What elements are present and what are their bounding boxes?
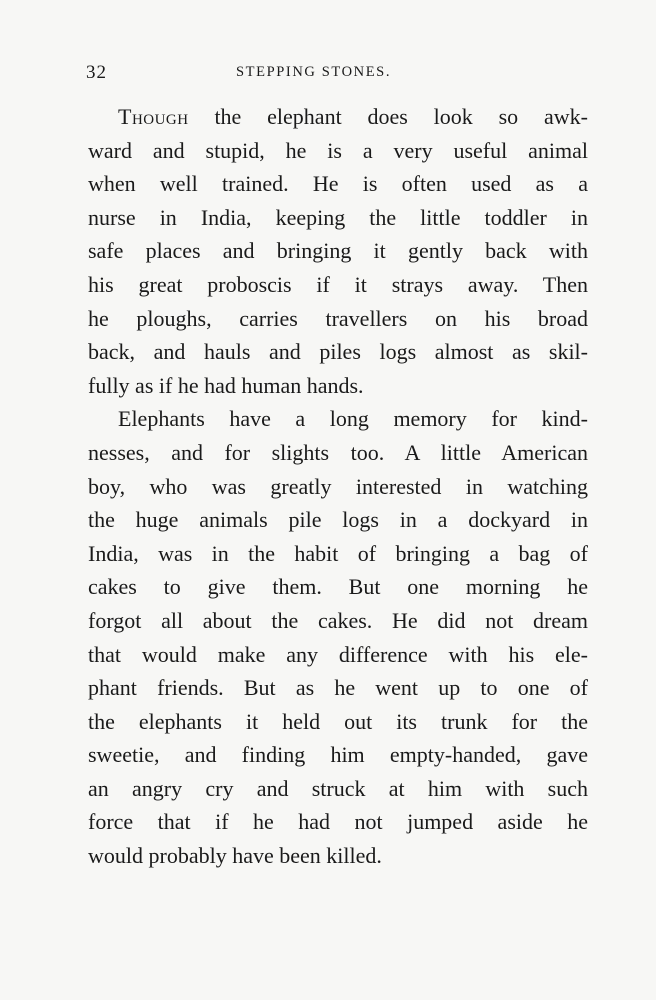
text-line: nurse in India, keeping the little toddler in — [88, 204, 588, 230]
text-line: his great proboscis if it strays away. Then — [88, 271, 588, 297]
text-line: Though the elephant does look so awk- — [118, 104, 588, 129]
text-line: boy, who was greatly interested in watching — [88, 473, 588, 499]
page-header — [86, 62, 586, 86]
paragraph-2 — [88, 402, 588, 872]
text-line: the huge animals pile logs in a dockyard in — [88, 507, 588, 533]
running-head: STEPPING STONES. — [236, 64, 392, 80]
text-line: India, was in the habit of bringing a bag of — [88, 540, 588, 566]
text-line: safe places and bringing it gently back with — [88, 238, 588, 264]
text-line: back, and hauls and piles logs almost as skil- — [88, 339, 588, 365]
text-line: ward and stupid, he is a very useful animal — [88, 137, 588, 163]
text-line: nesses, and for slights too. A little American — [88, 439, 588, 465]
text-line: when well trained. He is often used as a — [88, 171, 588, 197]
text-line: the elephants it held out its trunk for the — [88, 708, 588, 734]
body-text — [88, 100, 588, 873]
text-line: forgot all about the cakes. He did not dream — [88, 607, 588, 633]
text-line: would probably have been killed. — [88, 843, 382, 869]
text-line: phant friends. But as he went up to one of — [88, 675, 588, 701]
text-line: force that if he had not jumped aside he — [88, 809, 588, 835]
paragraph-1 — [88, 100, 588, 402]
text-line: that would make any difference with his ele- — [88, 641, 588, 667]
text-line: sweetie, and finding him empty-handed, gave — [88, 742, 588, 768]
text-line: he ploughs, carries travellers on his broad — [88, 305, 588, 331]
page-number: 32 — [86, 62, 107, 83]
text-line: Elephants have a long memory for kind- — [118, 406, 588, 432]
text-line: cakes to give them. But one morning he — [88, 574, 588, 600]
text-line: fully as if he had human hands. — [88, 372, 364, 398]
text-line: an angry cry and struck at him with such — [88, 775, 588, 801]
lead-word: Though — [118, 104, 189, 129]
